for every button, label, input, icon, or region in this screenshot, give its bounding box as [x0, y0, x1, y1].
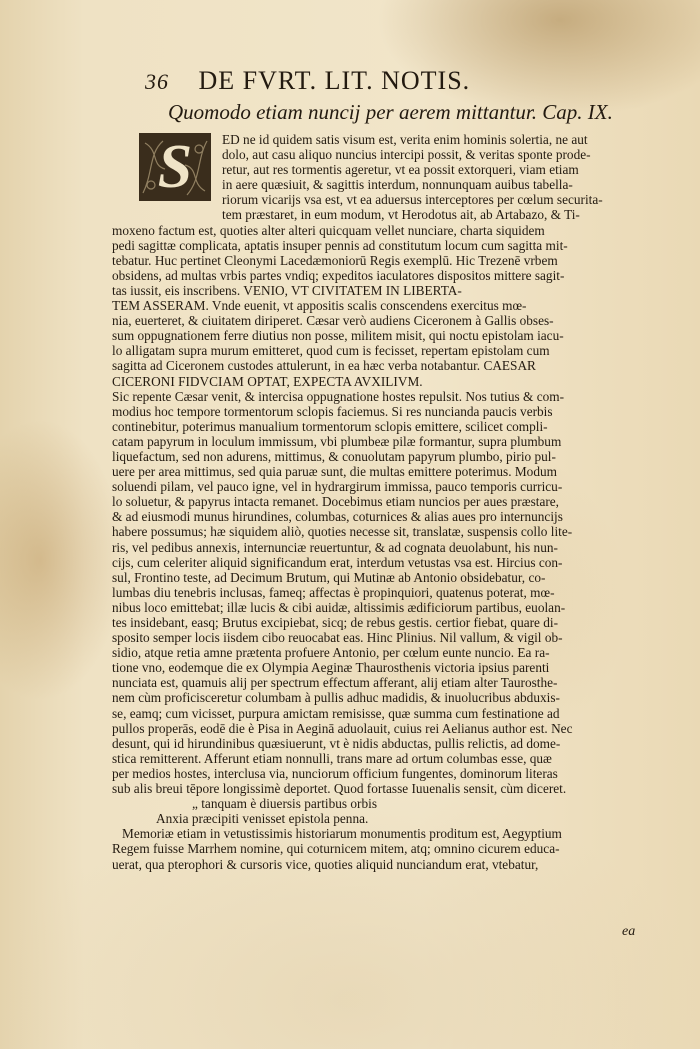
text-line: nem cùm proficisceretur columbam à pullis adhuc madidis, & inuolucribus abduxis-	[112, 690, 560, 706]
text-line: retur, aut res tormentis ageretur, vt ea possit extorqueri, viam etiam	[222, 162, 579, 178]
running-title: DE FVRT. LIT. NOTIS.	[198, 66, 471, 95]
page-header	[145, 66, 565, 97]
text-line: Anxia præcipiti venisset epistola penna.	[156, 811, 369, 827]
text-line: Regem fuisse Marrhem nomine, qui coturnicem mitem, atq; omnino cicurem educa-	[112, 841, 560, 857]
text-body	[112, 132, 667, 872]
text-line: stica remitterent. Afferunt etiam nonnulli, trans mare ad ortum columbas esse, quæ	[112, 750, 552, 766]
text-line: lo soluetur, & papyrus intacta remanet. Docebimus etiam nuncios per aues præstare,	[112, 494, 559, 510]
text-line: sidio, atque retia amne prætenta profuere Antonio, per cœlum eunte nuncio. Ea ra-	[112, 645, 550, 661]
text-line: pedi sagittæ complicata, aptatis insuper pennis ad constitutum locum cum sagitta mit-	[112, 237, 568, 253]
text-line: ED ne id quidem satis visum est, verita enim hominis solertia, ne aut	[222, 132, 588, 147]
text-line: nibus loco emittebat; illæ lucis & cibi auidæ, altissimis ædificiorum partibus, euolan-	[112, 599, 566, 615]
text-line: TEM ASSERAM. Vnde euenit, vt appositis scalis conscendens exercitus mœ-	[112, 298, 527, 314]
text-line: tas iussit, eis inscribens. VENIO, VT CIVITATEM IN LIBERTA-	[112, 282, 462, 298]
text-line: nia, euerteret, & ciuitatem diriperet. Cæsar verò audiens Ciceronem à Gallis obses-	[112, 313, 554, 329]
text-line: sum oppugnationem ferre diutius non posse, militem misit, qui noctu epistolam iacu-	[112, 328, 564, 344]
text-line: dolo, aut casu aliquo nuncius intercipi possit, & veritas sponte prode-	[222, 147, 591, 163]
text-line: sub alis breui tēpore longissimè deportet. Quod fortasse Iuuenalis sensit, cùm diceret.	[112, 781, 567, 797]
text-line: ris, vel pedibus annexis, internunciæ reuertuntur, & ad cognata deuolabunt, his nun-	[112, 539, 558, 555]
text-line: continebitur, poterimus manualium tormentorum sclopis emittere, scilicet compli-	[112, 418, 548, 434]
text-line: sul, Frontino teste, ad Decimum Brutum, qui Mutinæ ab Antonio obsidebatur, co-	[112, 569, 546, 585]
text-line: desunt, qui id hirundinibus quæsiuerunt, vt è nidis abductas, pullis relictis, ad dome-	[112, 735, 561, 751]
text-line: cijs, cum celeriter aliquid significandum erat, interdum vetustas vsa est. Hircius con-	[112, 554, 563, 570]
text-line: CICERONI FIDVCIAM OPTAT, EXPECTA AVXILIVM.	[112, 373, 423, 389]
text-line: sagitta ad Ciceronem custodes attulerunt, in ea hæc verba notabantur. CAESAR	[112, 358, 536, 374]
text-line: Memoriæ etiam in vetustissimis historiarum monumentis proditum est, Aegyptium	[122, 826, 562, 842]
text-line: moxeno factum est, quoties alter alteri quicquam vellet nunciare, charta siquidem	[112, 222, 545, 238]
text-line: lumbas diu tenebris inclusas, fameq; affectas è propinquiori, quatenus poterat, mœ-	[112, 584, 555, 600]
text-line: tes insidebant, easq; Brutus excipiebat, sicq; de rebus gestis. certior fiebat, quare di-	[112, 615, 559, 630]
text-line: tebatur. Huc pertinet Cleonymi Lacedæmoniorū Regis exemplū. Hic Trezenē vrbem	[112, 252, 558, 268]
text-line: tem præstaret, in eum modum, vt Herodotus ait, ab Artabazo, & Ti-	[222, 207, 580, 223]
page-number: 36	[145, 69, 169, 94]
text-line: liquefactum, sed non adurens, mittimus, & conuolutam papyrum plumbo, pirio pul-	[112, 448, 556, 464]
text-line: uere per area mittimus, sed quia paruæ sunt, die multas emittere poterimus. Modum	[112, 464, 557, 480]
text-line: tione vno, eodemque die ex Olympia Aeginæ Thaurosthenis victoria ipsius parenti	[112, 660, 550, 676]
text-line: habere possumus; hæ siquidem aliò, quoties necesse sit, translatæ, suspensis collo lite-	[112, 524, 573, 540]
text-line: obsidens, ad multas vrbis partes vndiq; expeditos iaculatores dispositos mittere sagit-	[112, 267, 565, 283]
text-line: nunciata est, quamuis alij per spectrum effectum afferant, alij etiam alter Taurosthe-	[112, 675, 558, 691]
text-line: uerat, qua pterophori & cursoris vice, quoties aliquid nunciandum erat, vtebatur,	[112, 856, 539, 872]
text-line: se, eamq; cum vicisset, purpura amictam remisisse, quæ summa cum festinatione ad	[112, 705, 560, 721]
text-line: soluendi pilam, vel pauco igne, vel in hydrargirum immissa, pauco temporis curricu-	[112, 479, 563, 495]
text-line: riorum vicarijs vsa est, vt ea aduersus interceptores per cœlum securita-	[222, 192, 603, 208]
text-line: Sic repente Cæsar venit, & intercisa oppugnatione hostes repulsit. Nos tutius & com-	[112, 388, 565, 404]
initial-letter: S	[157, 133, 193, 201]
text-line: pullos properās, eodē die è Pisa in Aeginā aduolauit, cuius rei Aelianus author est. Nec	[112, 720, 573, 736]
text-line: in aere quæsiuit, & sagittis interdum, nonnunquam auibus tabella-	[222, 177, 573, 193]
text-line: & ad eiusmodi munus hirundines, columbas, coturnices & alias aues pro internuncijs	[112, 509, 563, 525]
text-line: modius hoc tempore tormentorum sclopis faciemus. Si res nuncianda paucis verbis	[112, 403, 553, 419]
text-line: lo alligatam supra murum emitteret, quod cum is fecisset, repertam epistolam cum	[112, 343, 550, 359]
text-line: „ tanquam è diuersis partibus orbis	[192, 796, 378, 812]
text-line: per medios hostes, interclusa via, nunciorum officium fungentes, dominorum literas	[112, 765, 558, 781]
text-line: catam papyrum in loculum immissum, vbi plumbeæ pilæ formantur, supra plumbum	[112, 433, 562, 449]
chapter-title: Quomodo etiam nuncij per aerem mittantur. Cap. IX.	[168, 100, 613, 124]
text-line: sposito semper locis iisdem cibo reuocabat eas. Hinc Plinius. Nil vallum, & vigil ob-	[112, 630, 563, 646]
catchword: ea	[622, 924, 636, 939]
